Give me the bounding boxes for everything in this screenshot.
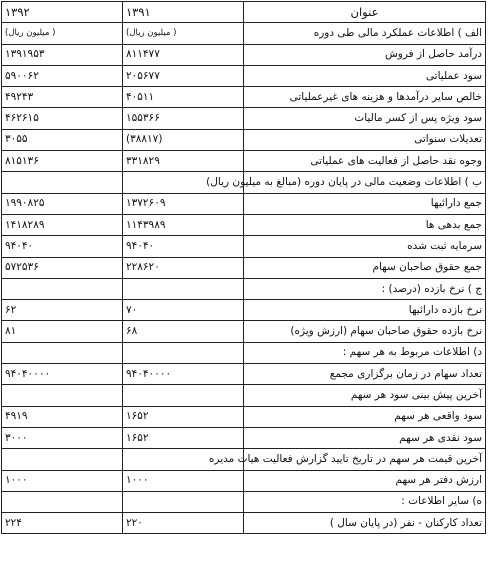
cell-value-1391: ۹۴۰۴۰ bbox=[123, 236, 244, 257]
cell-value-1392: ۸۱۵۱۳۶ bbox=[2, 151, 123, 172]
cell-value-1391: (۳۸۸۱۷) bbox=[123, 129, 244, 150]
cell-value-1391 bbox=[123, 342, 244, 363]
cell-value-1392: ( میلیون ریال) bbox=[2, 23, 123, 44]
cell-value-1392: ۵۷۲۵۳۶ bbox=[2, 257, 123, 278]
cell-value-1391: ۲۲۰ bbox=[123, 513, 244, 534]
cell-value-1391 bbox=[123, 278, 244, 299]
cell-value-1392: ۴۹۲۴۳ bbox=[2, 87, 123, 108]
cell-value-1391: ۱۵۵۳۶۶ bbox=[123, 108, 244, 129]
table-row bbox=[2, 257, 486, 278]
cell-value-1392: ۹۴۰۴۰ bbox=[2, 236, 123, 257]
cell-value-1391: ۱۶۵۲ bbox=[123, 406, 244, 427]
table-row bbox=[2, 87, 486, 108]
cell-title: ارزش دفتر هر سهم bbox=[244, 470, 486, 491]
cell-value-1392: ۱۰۰۰ bbox=[2, 470, 123, 491]
table-row bbox=[2, 278, 486, 299]
table-row bbox=[2, 214, 486, 235]
table-row bbox=[2, 491, 486, 512]
cell-value-1391: ۷۰ bbox=[123, 300, 244, 321]
cell-value-1391: ۸۱۱۴۷۷ bbox=[123, 44, 244, 65]
cell-value-1392: ۲۲۴ bbox=[2, 513, 123, 534]
cell-title: نرخ بازده دارائیها bbox=[244, 300, 486, 321]
cell-value-1392: ۳۰۰۰ bbox=[2, 427, 123, 448]
cell-title: جمع حقوق صاحبان سهام bbox=[244, 257, 486, 278]
cell-value-1392: ۱۴۱۸۲۸۹ bbox=[2, 214, 123, 235]
table-header-row bbox=[2, 2, 486, 23]
cell-value-1392 bbox=[2, 449, 123, 470]
table-row bbox=[2, 470, 486, 491]
cell-value-1392 bbox=[2, 172, 123, 193]
cell-value-1392: ۱۹۹۰۸۲۵ bbox=[2, 193, 123, 214]
cell-title: آخرین پیش بینی سود هر سهم bbox=[244, 385, 486, 406]
financial-summary-table bbox=[1, 1, 486, 534]
cell-title: ب ) اطلاعات وضعیت مالی در پایان دوره (مبالغ به میلیون ریال) bbox=[244, 172, 486, 193]
cell-title: درآمد حاصل از فروش bbox=[244, 44, 486, 65]
cell-value-1392 bbox=[2, 342, 123, 363]
table-row bbox=[2, 427, 486, 448]
cell-title: جمع دارائیها bbox=[244, 193, 486, 214]
table-row bbox=[2, 44, 486, 65]
table-row bbox=[2, 321, 486, 342]
cell-value-1391: ۴۰۵۱۱ bbox=[123, 87, 244, 108]
cell-value-1392: ۴۶۲۶۱۵ bbox=[2, 108, 123, 129]
cell-title: آخرین قیمت هر سهم در تاریخ تایید گزارش فعالیت هیات مدیره bbox=[244, 449, 486, 470]
cell-title: ه) سایر اطلاعات : bbox=[244, 491, 486, 512]
table-row bbox=[2, 151, 486, 172]
table-row bbox=[2, 193, 486, 214]
cell-title: وجوه نقد حاصل از فعالیت های عملیاتی bbox=[244, 151, 486, 172]
cell-value-1392 bbox=[2, 491, 123, 512]
table-row bbox=[2, 236, 486, 257]
cell-value-1392 bbox=[2, 385, 123, 406]
cell-title: ج ) نرخ بازده (درصد) : bbox=[244, 278, 486, 299]
table-row bbox=[2, 172, 486, 193]
cell-value-1391: ( میلیون ریال) bbox=[123, 23, 244, 44]
cell-title: سرمایه ثبت شده bbox=[244, 236, 486, 257]
cell-value-1392: ۳۰۵۵ bbox=[2, 129, 123, 150]
table-row bbox=[2, 513, 486, 534]
table-body bbox=[2, 23, 486, 534]
cell-value-1391 bbox=[123, 385, 244, 406]
cell-title: سود نقدی هر سهم bbox=[244, 427, 486, 448]
table-row bbox=[2, 385, 486, 406]
cell-title: سود واقعی هر سهم bbox=[244, 406, 486, 427]
cell-value-1392: ۱۳۹۱۹۵۳ bbox=[2, 44, 123, 65]
table-row bbox=[2, 406, 486, 427]
cell-title: سود ویژه پس از کسر مالیات bbox=[244, 108, 486, 129]
table-row bbox=[2, 65, 486, 86]
cell-title: تعداد کارکنان - نفر (در پایان سال ) bbox=[244, 513, 486, 534]
cell-title: سود عملیاتی bbox=[244, 65, 486, 86]
cell-value-1391: ۶۸ bbox=[123, 321, 244, 342]
cell-value-1391: ۱۶۵۲ bbox=[123, 427, 244, 448]
cell-title: نرخ بازده حقوق صاحبان سهام (ارزش ویژه) bbox=[244, 321, 486, 342]
cell-value-1392: ۸۱ bbox=[2, 321, 123, 342]
cell-title: جمع بدهی ها bbox=[244, 214, 486, 235]
table-row bbox=[2, 300, 486, 321]
table-row bbox=[2, 23, 486, 44]
table-row bbox=[2, 129, 486, 150]
cell-value-1391: ۱۱۴۳۹۸۹ bbox=[123, 214, 244, 235]
cell-value-1391: ۲۰۵۶۷۷ bbox=[123, 65, 244, 86]
header-year-1392: ۱۳۹۲ bbox=[2, 2, 123, 23]
table-row bbox=[2, 342, 486, 363]
header-title: عنوان bbox=[244, 2, 486, 23]
cell-title: الف ) اطلاعات عملکرد مالی طی دوره bbox=[244, 23, 486, 44]
cell-value-1391: ۲۲۸۶۲۰ bbox=[123, 257, 244, 278]
cell-value-1391: ۳۳۱۸۲۹ bbox=[123, 151, 244, 172]
cell-value-1391 bbox=[123, 491, 244, 512]
cell-title: تعدیلات سنواتی bbox=[244, 129, 486, 150]
cell-value-1391: ۱۳۷۲۶۰۹ bbox=[123, 193, 244, 214]
table-row bbox=[2, 108, 486, 129]
cell-title: د) اطلاعات مربوط به هر سهم : bbox=[244, 342, 486, 363]
table-row bbox=[2, 449, 486, 470]
cell-value-1392: ۵۹۰۰۶۲ bbox=[2, 65, 123, 86]
table-row bbox=[2, 364, 486, 385]
cell-value-1392: ۴۹۱۹ bbox=[2, 406, 123, 427]
cell-title: تعداد سهام در زمان برگزاری مجمع bbox=[244, 364, 486, 385]
cell-title: خالص سایر درآمدها و هزینه های غیرعملیاتی bbox=[244, 87, 486, 108]
cell-value-1391: ۹۴۰۴۰۰۰۰ bbox=[123, 364, 244, 385]
header-year-1391: ۱۳۹۱ bbox=[123, 2, 244, 23]
cell-value-1392: ۶۲ bbox=[2, 300, 123, 321]
cell-value-1392 bbox=[2, 278, 123, 299]
cell-value-1391: ۱۰۰۰ bbox=[123, 470, 244, 491]
cell-value-1392: ۹۴۰۴۰۰۰۰ bbox=[2, 364, 123, 385]
